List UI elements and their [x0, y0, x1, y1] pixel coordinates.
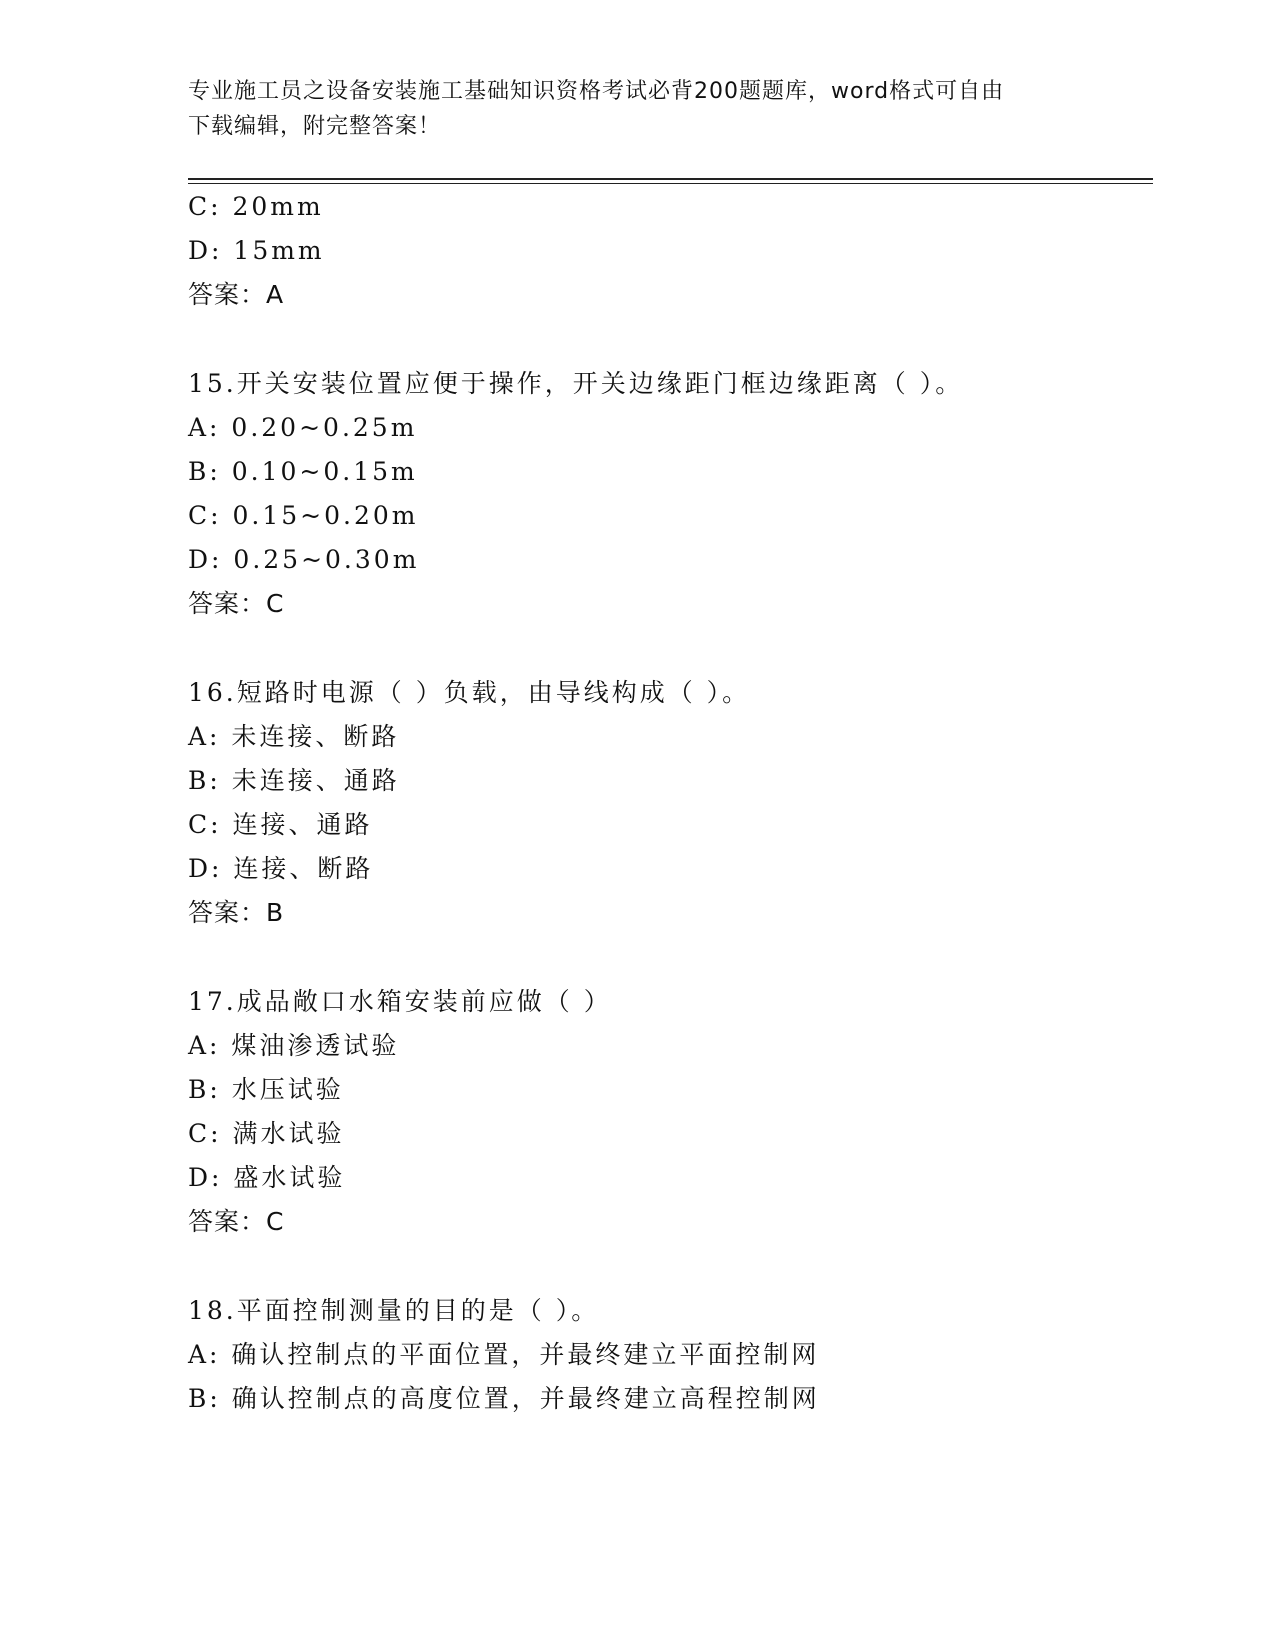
q16-stem: 16.短路时电源（ ）负载，由导线构成（ ）。 — [188, 678, 751, 707]
q17-option-d: D: 盛水试验 — [188, 1163, 346, 1192]
document-header — [188, 74, 1088, 144]
prev-answer: 答案：A — [188, 280, 285, 309]
header-divider-thin — [188, 183, 1153, 184]
q18-option-a: A: 确认控制点的平面位置，并最终建立平面控制网 — [188, 1340, 820, 1369]
q16-option-c: C: 连接、通路 — [188, 810, 373, 839]
header-line-2: 下载编辑，附完整答案！ — [188, 114, 442, 139]
q16-option-b: B: 未连接、通路 — [188, 766, 400, 795]
q17-option-c: C: 满水试验 — [188, 1119, 345, 1148]
q15-option-c: C: 0.15~0.20m — [188, 501, 419, 530]
prev-option-d: D: 15mm — [188, 236, 325, 265]
header-divider-thick — [188, 178, 1153, 180]
q16-answer: 答案：B — [188, 898, 285, 927]
q17-option-a: A: 煤油渗透试验 — [188, 1031, 400, 1060]
q15-option-b: B: 0.10~0.15m — [188, 457, 418, 486]
q15-stem: 15.开关安装位置应便于操作，开关边缘距门框边缘距离（ ）。 — [188, 369, 964, 398]
q17-answer: 答案：C — [188, 1207, 285, 1236]
prev-option-c: C: 20mm — [188, 192, 324, 221]
q17-stem: 17.成品敞口水箱安装前应做（ ） — [188, 987, 612, 1016]
q16-option-a: A: 未连接、断路 — [188, 722, 400, 751]
q16-option-d: D: 连接、断路 — [188, 854, 374, 883]
q18-stem: 18.平面控制测量的目的是（ ）。 — [188, 1296, 600, 1325]
header-line-1: 专业施工员之设备安装施工基础知识资格考试必背200题题库，word格式可自由 — [188, 79, 1005, 104]
q18-option-b: B: 确认控制点的高度位置，并最终建立高程控制网 — [188, 1384, 820, 1413]
q15-answer: 答案：C — [188, 589, 285, 618]
q15-option-a: A: 0.20~0.25m — [188, 413, 418, 442]
q15-option-d: D: 0.25~0.30m — [188, 545, 420, 574]
q17-option-b: B: 水压试验 — [188, 1075, 344, 1104]
